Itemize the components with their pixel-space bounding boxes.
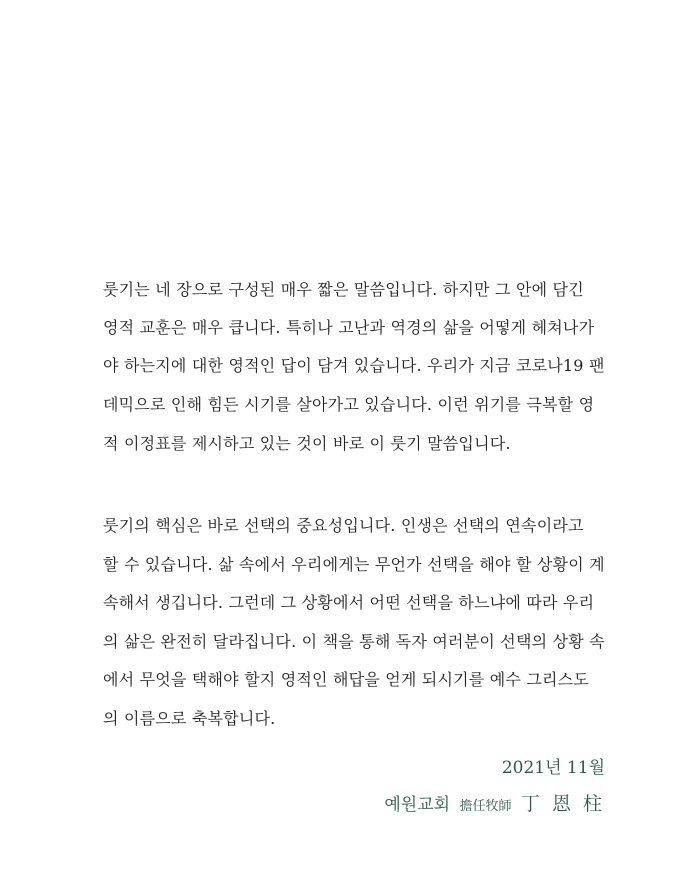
- paragraph-2-line-1: 룻기의 핵심은 바로 선택의 중요성입니다. 인생은 선택의 연속이라고: [103, 516, 584, 535]
- pastor-name: 丁 恩 柱: [520, 793, 605, 815]
- signature: [384, 789, 605, 816]
- church-name: 예원교회: [384, 795, 451, 815]
- paragraph-1-line-4: 데믹으로 인해 힘든 시기를 살아가고 있습니다. 이런 위기를 극복할 영: [103, 395, 595, 414]
- paragraph-2-line-2: 할 수 있습니다. 삶 속에서 우리에게는 무언가 선택을 해야 할 상황이 계: [103, 555, 605, 574]
- paragraph-2-line-6: 의 이름으로 축복합니다.: [103, 709, 276, 728]
- paragraph-1-line-2: 영적 교훈은 매우 큽니다. 특히나 고난과 역경의 삶을 어떻게 헤쳐나가: [103, 318, 595, 337]
- paragraph-2-line-4: 의 삶은 완전히 달라집니다. 이 책을 통해 독자 여러분이 선택의 상황 속: [103, 632, 605, 651]
- paragraph-1-line-1: 룻기는 네 장으로 구성된 매우 짧은 말씀입니다. 하지만 그 안에 담긴: [103, 280, 584, 299]
- paragraph-2-line-3: 속해서 생깁니다. 그런데 그 상황에서 어떤 선택을 하느냐에 따라 우리: [103, 593, 595, 612]
- paragraph-1-line-5: 적 이정표를 제시하고 있는 것이 바로 이 룻기 말씀입니다.: [103, 434, 511, 453]
- pastor-title: 擔任牧師: [459, 799, 512, 814]
- paragraph-2-line-5: 에서 무엇을 택해야 할지 영적인 해답을 얻게 되시기를 예수 그리스도: [103, 670, 589, 689]
- date: 2021년 11월: [501, 758, 605, 778]
- paragraph-1-line-3: 야 하는지에 대한 영적인 답이 담겨 있습니다. 우리가 지금 코로나19 팬: [103, 356, 605, 375]
